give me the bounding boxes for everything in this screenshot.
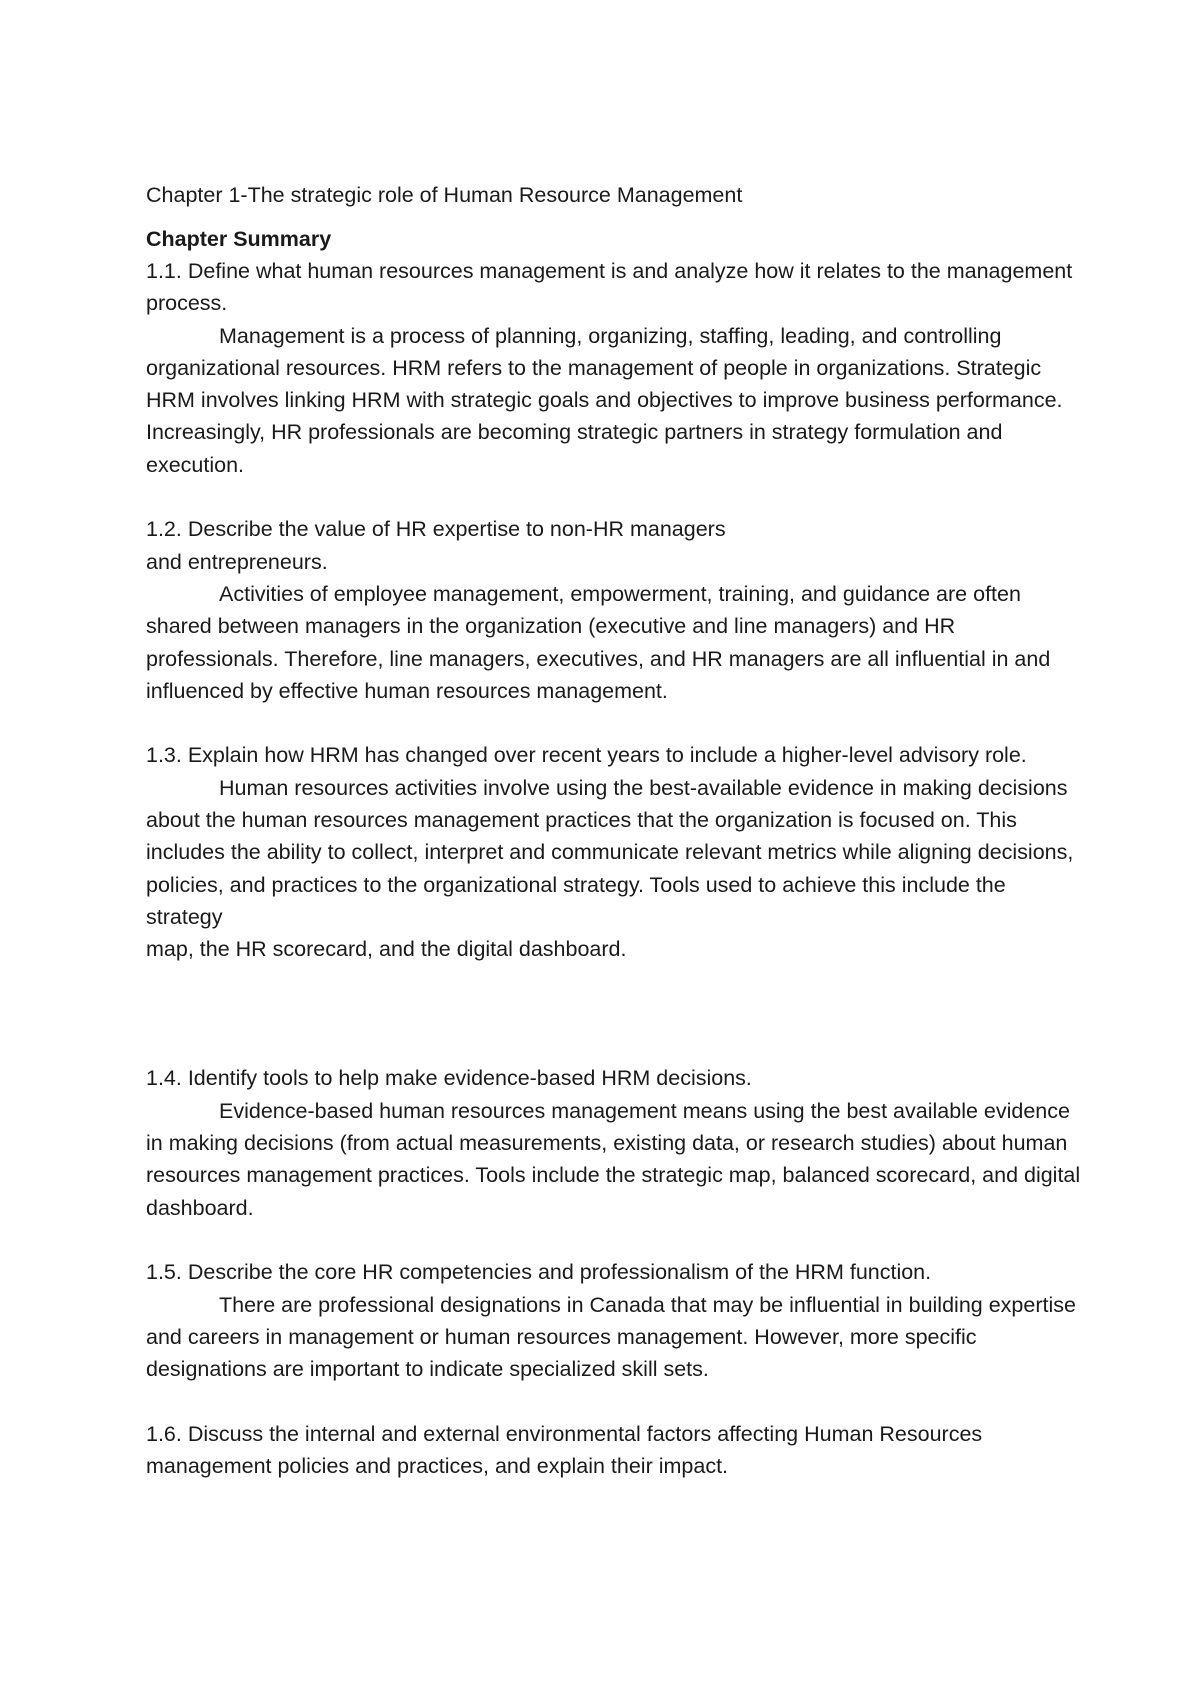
learning-objective-1-1: 1.1. Define what human resources management is and analyze how it relates to the management process.	[146, 259, 1073, 316]
learning-objective-1-2-line-2: and entrepreneurs.	[146, 549, 328, 574]
summary-text-1-3-last-line: map, the HR scorecard, and the digital dashboard.	[146, 937, 627, 962]
section-1-1	[146, 255, 1086, 481]
chapter-title: Chapter 1-The strategic role of Human Resource Management	[146, 183, 743, 207]
section-1-6	[146, 1418, 1086, 1483]
summary-text-1-5: There are professional designations in Canada that may be influential in building expertise and careers in management or human resources management. However, more specific designations are important to indicate specialized skill sets.	[146, 1292, 1076, 1382]
summary-text-1-2: Activities of employee management, empowerment, training, and guidance are often shared between managers in the organization (executive and line managers) and HR professionals. Therefore, line managers, executives, and HR managers are all influential in and influenced by effective human resources management.	[146, 581, 1051, 703]
learning-objective-1-2-line-1: 1.2. Describe the value of HR expertise to non-HR managers	[146, 517, 726, 542]
section-1-5	[146, 1256, 1086, 1385]
section-1-3	[146, 739, 1086, 965]
learning-objective-1-5: 1.5. Describe the core HR competencies and professionalism of the HRM function.	[146, 1260, 932, 1285]
learning-objective-1-6: 1.6. Discuss the internal and external environmental factors affecting Human Resources management policies and practices, and explain their impact.	[146, 1421, 983, 1478]
summary-text-1-3: Human resources activities involve using the best-available evidence in making decisions about the human resources management practices that the organization is focused on. This includes the ability to collect, interpret and communicate relevant metrics while aligning decisions, policies, and practices to the organizational strategy. Tools used to achieve this include the strategy	[146, 775, 1074, 929]
section-1-2	[146, 513, 1086, 707]
summary-text-1-4: Evidence-based human resources management means using the best available evidence in making decisions (from actual measurements, existing data, or research studies) about human resources management practices. Tools include the strategic map, balanced scorecard, and digital dashboard.	[146, 1098, 1081, 1220]
learning-objective-1-4: 1.4. Identify tools to help make evidence-based HRM decisions.	[146, 1066, 752, 1091]
section-1-4	[146, 1062, 1086, 1223]
learning-objective-1-3: 1.3. Explain how HRM has changed over recent years to include a higher-level advisory role.	[146, 743, 1027, 768]
summary-text-1-1: Management is a process of planning, organizing, staffing, leading, and controlling organizational resources. HRM refers to the management of people in organizations. Strategic HRM involves linking HRM with strategic goals and objectives to improve business performance. Increasingly, HR professionals are becoming strategic partners in strategy formulation and execution.	[146, 323, 1063, 477]
document-page	[146, 179, 1086, 1515]
chapter-summary-heading: Chapter Summary	[146, 227, 332, 251]
